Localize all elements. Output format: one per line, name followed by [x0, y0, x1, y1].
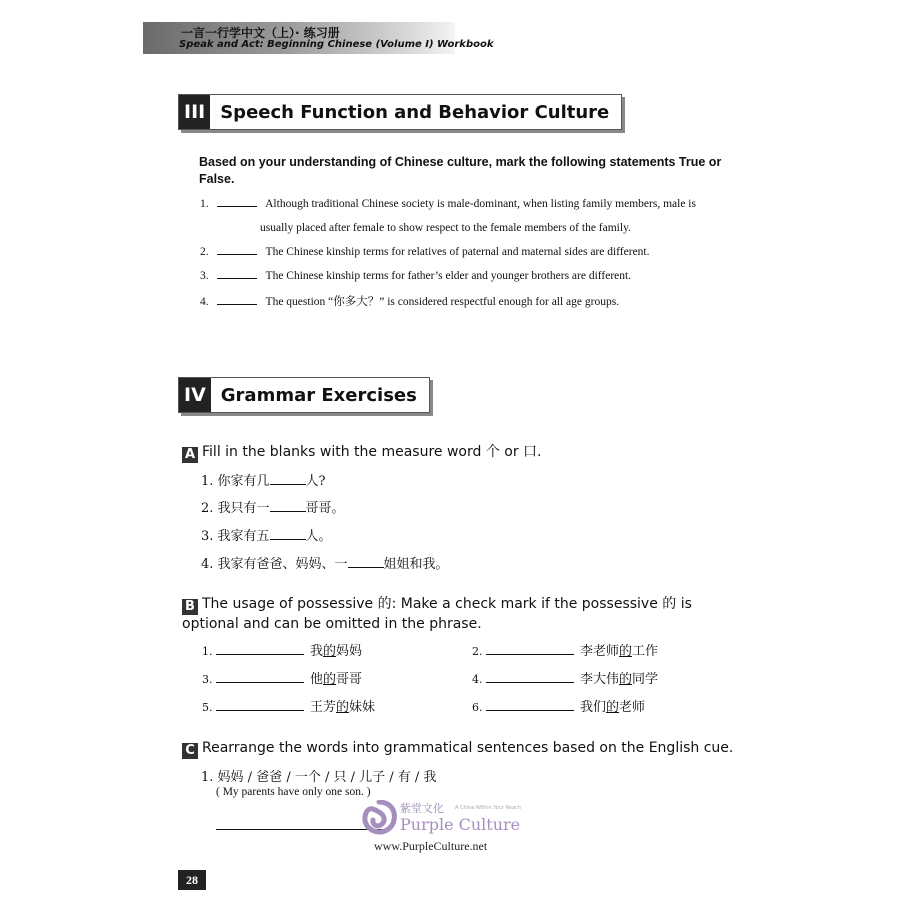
answer-blank[interactable] — [270, 499, 306, 512]
tf-item-number: 2. — [200, 246, 209, 258]
part-c-cue-1: ( My parents have only one son. ) — [216, 786, 371, 798]
item-number: 5. — [202, 701, 213, 714]
purple-culture-logo-icon — [360, 800, 398, 836]
phrase-text: 王芳 — [310, 700, 337, 715]
answer-blank[interactable] — [216, 698, 304, 711]
page-number: 28 — [178, 870, 206, 890]
section-3-number: III — [179, 95, 210, 129]
answer-blank[interactable] — [348, 555, 384, 568]
part-c-instruction: Rearrange the words into grammatical sentences based on the English cue. — [202, 740, 734, 756]
section-4-title: Grammar Exercises — [220, 384, 417, 406]
answer-blank[interactable] — [270, 472, 306, 485]
answer-blank[interactable] — [217, 194, 257, 207]
section-4-number: IV — [179, 378, 211, 412]
item-number: 2. — [472, 645, 483, 658]
phrase-text: 哥哥 — [336, 672, 363, 687]
part-a-item-1 — [201, 470, 326, 489]
answer-line[interactable] — [216, 828, 384, 830]
item-text: 人。 — [305, 529, 332, 544]
phrase-text: 他 — [310, 672, 324, 687]
item-text: 4. 我家有爸爸、妈妈、一 — [201, 557, 348, 572]
phrase-text: 李大伟 — [580, 672, 620, 687]
part-a-instruction: Fill in the blanks with the measure word 个 or 口. — [202, 444, 542, 460]
answer-blank[interactable] — [217, 242, 257, 255]
tf-item-text: The question “你多大？” is considered respectful enough for all age groups. — [265, 296, 620, 308]
tf-item-number: 3. — [200, 270, 209, 282]
item-number: 6. — [472, 701, 483, 714]
watermark-cn: 紫堂文化 — [400, 802, 444, 815]
phrase-text: 同学 — [632, 672, 659, 687]
watermark-url: www.PurpleCulture.net — [374, 839, 488, 853]
item-text: 人? — [305, 474, 326, 489]
item-number: 4. — [472, 673, 483, 686]
tf-item-number: 4. — [200, 296, 209, 308]
header-title-en: Speak and Act: Beginning Chinese (Volume I) Workbook — [179, 39, 494, 50]
item-text: 1. 你家有几 — [201, 474, 270, 489]
tf-item-1 — [200, 192, 760, 240]
part-a-item-2 — [201, 497, 345, 516]
phrase-text: 我 — [310, 644, 324, 659]
answer-blank[interactable] — [270, 527, 306, 540]
tf-item-3 — [200, 264, 760, 288]
answer-blank[interactable] — [486, 642, 574, 655]
part-b-item-5 — [202, 696, 375, 715]
section-3-instruction: Based on your understanding of Chinese culture, mark the following statements True or False. — [199, 155, 722, 186]
answer-blank[interactable] — [217, 266, 257, 279]
possessive-de: 的 — [619, 672, 633, 687]
part-b-item-3 — [202, 668, 362, 687]
tf-item-4 — [200, 290, 760, 314]
watermark-tagline: A China Within Your Reach — [455, 805, 521, 811]
part-a-label: A — [182, 447, 198, 463]
possessive-de: 的 — [336, 700, 350, 715]
tf-item-text: The Chinese kinship terms for relatives of paternal and maternal sides are different. — [265, 246, 650, 258]
section-4-heading — [178, 377, 430, 413]
part-a-item-4 — [201, 553, 449, 572]
part-b-item-6 — [472, 696, 645, 715]
answer-blank[interactable] — [216, 670, 304, 683]
part-a-heading — [182, 443, 742, 463]
part-b-item-4 — [472, 668, 658, 687]
part-c-item-1: 1. 妈妈 / 爸爸 / 一个 / 只 / 儿子 / 有 / 我 — [201, 770, 437, 785]
section-3-title: Speech Function and Behavior Culture — [220, 101, 610, 123]
item-number: 1. — [202, 645, 213, 658]
running-header — [143, 22, 494, 54]
phrase-text: 李老师 — [580, 644, 620, 659]
answer-blank[interactable] — [486, 698, 574, 711]
part-c-heading — [182, 739, 742, 759]
item-text: 3. 我家有五 — [201, 529, 270, 544]
header-title-zh: 一言一行学中文（上）· 练习册 — [181, 26, 340, 40]
phrase-text: 我们 — [580, 700, 607, 715]
tf-item-text: The Chinese kinship terms for father’s elder and younger brothers are different. — [265, 270, 632, 282]
phrase-text: 工作 — [632, 644, 659, 659]
answer-blank[interactable] — [217, 292, 257, 305]
tf-item-number: 1. — [200, 198, 209, 210]
part-b-item-2 — [472, 640, 658, 659]
possessive-de: 的 — [606, 700, 620, 715]
answer-blank[interactable] — [486, 670, 574, 683]
phrase-text: 妈妈 — [336, 644, 363, 659]
part-b-item-1 — [202, 640, 362, 659]
item-text: 哥哥。 — [305, 501, 345, 516]
part-b-heading — [182, 595, 742, 634]
part-a-item-3 — [201, 525, 332, 544]
phrase-text: 妹妹 — [349, 700, 376, 715]
phrase-text: 老师 — [619, 700, 646, 715]
item-text: 2. 我只有一 — [201, 501, 270, 516]
answer-blank[interactable] — [216, 642, 304, 655]
tf-item-text: Although traditional Chinese society is male-dominant, when listing family members, male is — [265, 198, 696, 210]
item-number: 3. — [202, 673, 213, 686]
item-text: 姐姐和我。 — [383, 557, 449, 572]
possessive-de: 的 — [323, 644, 337, 659]
watermark-brand: Purple Culture — [400, 815, 521, 834]
section-3-heading — [178, 94, 622, 130]
possessive-de: 的 — [619, 644, 633, 659]
tf-item-2 — [200, 240, 760, 264]
possessive-de: 的 — [323, 672, 337, 687]
part-b-instruction: The usage of possessive 的: Make a check mark if the possessive 的 is optional and can be omitted in the phrase. — [182, 596, 692, 632]
part-c-label: C — [182, 743, 198, 759]
part-b-label: B — [182, 599, 198, 615]
tf-item-text-continued: usually placed after female to show respect to the female members of the family. — [260, 222, 631, 234]
